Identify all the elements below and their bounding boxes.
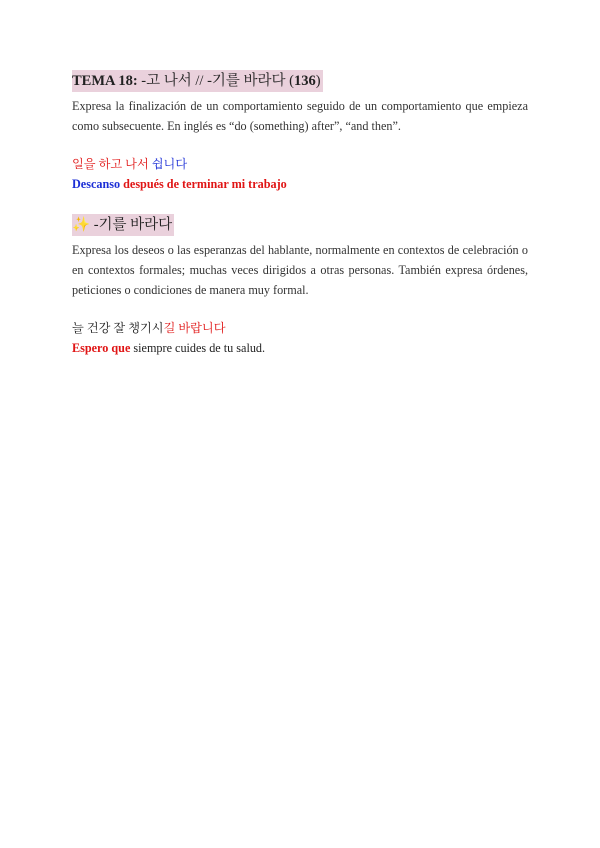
example-spanish-2 bbox=[72, 338, 528, 358]
example-korean-2 bbox=[72, 318, 528, 338]
example-ko-rest: 쉽니다 bbox=[148, 157, 188, 171]
section-title bbox=[72, 70, 323, 92]
section-subtitle bbox=[72, 214, 174, 236]
example-spanish-1 bbox=[72, 174, 528, 194]
example-es-verb: Descanso bbox=[72, 177, 121, 191]
title-number: 136 bbox=[294, 73, 316, 89]
subtitle-text: -기를 바라다 bbox=[90, 217, 173, 233]
sparkle-icon: ✨ bbox=[72, 217, 91, 233]
title-close: ) bbox=[315, 73, 321, 89]
title-grammar: -고 나서 // -기를 바라다 ( bbox=[137, 73, 295, 89]
title-prefix: TEMA 18: bbox=[72, 73, 138, 89]
example-ko-2-rest: 늘 건강 잘 챙기시 bbox=[72, 321, 164, 335]
example-es-2-highlight: Espero que bbox=[72, 341, 131, 355]
example-ko-2-highlight: 길 바랍니다 bbox=[163, 321, 226, 335]
example-es-2-rest: siempre cuides de tu salud. bbox=[130, 341, 266, 355]
example-ko-highlight: 일을 하고 나서 bbox=[72, 157, 149, 171]
example-es-rest: después de terminar mi trabajo bbox=[120, 177, 287, 191]
explanation-paragraph-1: Expresa la finalización de un comportamiento seguido de un comportamiento que empieza como subsecuente. En inglés es “do (something) after”, “and then”. bbox=[72, 99, 528, 133]
example-korean-1 bbox=[72, 154, 528, 174]
explanation-paragraph-2: Expresa los deseos o las esperanzas del hablante, normalmente en contextos de celebración o en contextos formales; muchas veces dirigidos a otras personas. También expresa órdenes, peticiones o condiciones de manera muy formal. bbox=[72, 243, 528, 297]
document-page bbox=[72, 70, 528, 358]
